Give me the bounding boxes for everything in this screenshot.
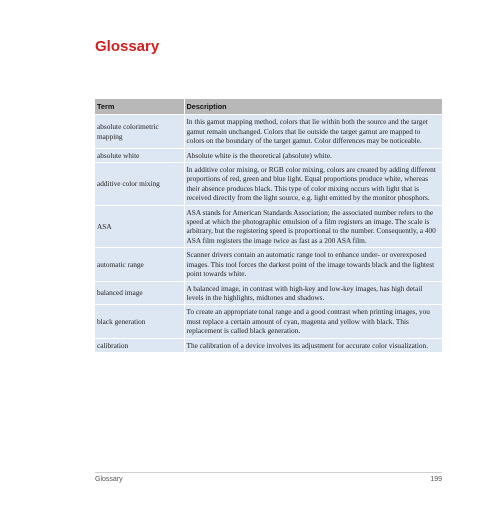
- term-cell: black generation: [95, 305, 184, 338]
- term-cell: calibration: [95, 338, 184, 352]
- column-header-term: Term: [95, 99, 184, 115]
- description-cell: Scanner drivers contain an automatic range tool to enhance under- or overexposed images. This tool forces the darkest point of the image towards black and the lightest point towards white.: [184, 248, 442, 281]
- page-number: 199: [430, 476, 442, 483]
- description-cell: To create an appropriate tonal range and a good contrast when printing images, you must replace a certain amount of cyan, magenta and yellow with black. This replacement is called black generation.: [184, 305, 442, 338]
- table-row: [95, 115, 442, 148]
- footer-section-label: Glossary: [95, 476, 123, 483]
- page-footer: [95, 472, 442, 483]
- description-cell: In additive color mixing, or RGB color mixing, colors are created by adding different proportions of red, green and blue light. Equal proportions produce white, whereas their absence produces black. This type of color mixing occurs with light that is received directly from the light source, e.g. light emitted by the monitor phosphors.: [184, 163, 442, 206]
- description-cell: ASA stands for American Standards Association; the associated number refers to the speed at which the photographic emulsion of a film registers an image. The scale is arbitrary, but the registering speed is proportional to the number. Consequently, a 400 ASA film registers the image twice as fast as a 200 ASA film.: [184, 205, 442, 248]
- table-header-row: [95, 99, 442, 115]
- table-row: [95, 163, 442, 206]
- term-cell: ASA: [95, 205, 184, 248]
- glossary-table: [95, 99, 442, 353]
- term-cell: absolute colorimetric mapping: [95, 115, 184, 148]
- table-row: [95, 338, 442, 352]
- table-row: [95, 205, 442, 248]
- page-title: Glossary: [95, 38, 160, 55]
- table-row: [95, 148, 442, 162]
- term-cell: absolute white: [95, 148, 184, 162]
- description-cell: In this gamut mapping method, colors that lie within both the source and the target gamut remain unchanged. Colors that lie outside the target gamut are mapped to colors on the boundary of the target gamut. Color differences may be noticeable.: [184, 115, 442, 148]
- description-cell: The calibration of a device involves its adjustment for accurate color visualization.: [184, 338, 442, 352]
- term-cell: additive color mixing: [95, 163, 184, 206]
- description-cell: Absolute white is the theoretical (absolute) white.: [184, 148, 442, 162]
- term-cell: balanced image: [95, 281, 184, 305]
- table-row: [95, 248, 442, 281]
- table-row: [95, 281, 442, 305]
- description-cell: A balanced image, in contrast with high-key and low-key images, has high detail levels in the highlights, midtones and shadows.: [184, 281, 442, 305]
- term-cell: automatic range: [95, 248, 184, 281]
- table-row: [95, 305, 442, 338]
- column-header-description: Description: [184, 99, 442, 115]
